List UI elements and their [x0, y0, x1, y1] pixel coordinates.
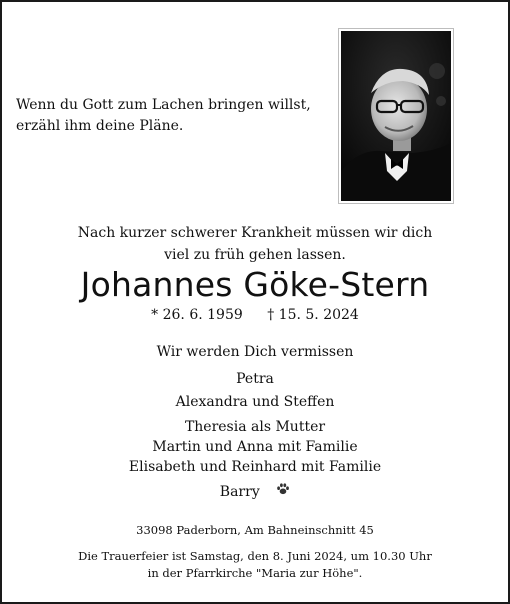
funeral-service-info: [2, 548, 508, 582]
death-date: † 15. 5. 2024: [267, 307, 359, 323]
life-dates: [2, 304, 508, 326]
mourner-line: Petra: [236, 371, 274, 387]
mourner-pet-line: [2, 482, 508, 502]
closing-line: Wir werden Dich vermissen: [156, 344, 354, 360]
portrait-frame: [338, 28, 454, 204]
intro-line-1: Nach kurzer schwerer Krankheit müssen wir dich: [77, 225, 433, 241]
mourner-line: Elisabeth und Reinhard mit Familie: [128, 459, 382, 475]
mourner-line: Martin und Anna mit Familie: [152, 439, 358, 455]
family-address: 33098 Paderborn, Am Bahneinschnitt 45: [136, 523, 374, 537]
paw-print-icon: [276, 482, 290, 502]
portrait-photo: [341, 31, 451, 201]
mourner-line: Theresia als Mutter: [184, 419, 326, 435]
birth-date: * 26. 6. 1959: [151, 307, 243, 323]
deceased-name: Johannes Göke-Stern: [80, 265, 430, 304]
quote-line-2: erzähl ihm deine Pläne.: [16, 118, 184, 134]
quote-line-1: Wenn du Gott zum Lachen bringen willst,: [16, 97, 311, 113]
intro-line-2: viel zu früh gehen lassen.: [164, 247, 346, 263]
intro-text: [2, 222, 508, 266]
quote: [16, 95, 316, 137]
mourner-line: Alexandra und Steffen: [175, 394, 335, 410]
service-line-1: Die Trauerfeier ist Samstag, den 8. Juni 2024, um 10.30 Uhr: [78, 549, 432, 563]
service-line-2: in der Pfarrkirche "Maria zur Höhe".: [147, 566, 363, 580]
mourner-pet-name: Barry: [219, 484, 260, 500]
